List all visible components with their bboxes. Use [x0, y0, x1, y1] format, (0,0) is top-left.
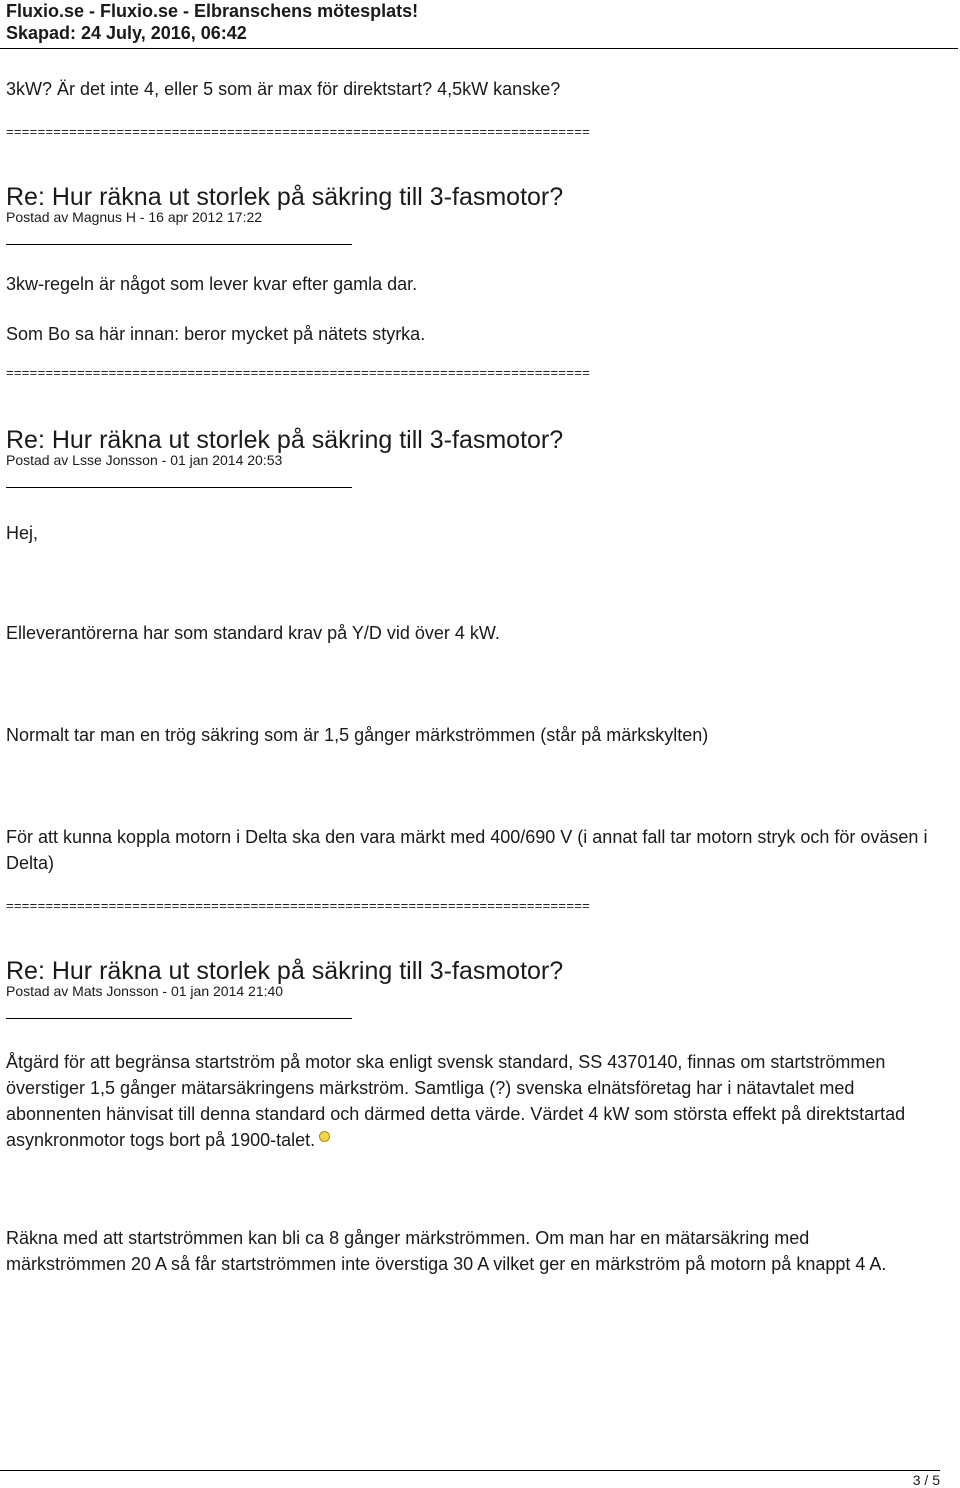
footer-divider: [0, 1470, 940, 1471]
separator: ==========================================================================: [6, 365, 590, 380]
post: [6, 182, 950, 347]
post: [6, 425, 950, 876]
separator: ==========================================================================: [6, 898, 590, 913]
post-paragraph: Som Bo sa här innan: beror mycket på nätets styrka.: [6, 324, 426, 344]
post: [6, 956, 950, 1277]
post-paragraph: 3kw-regeln är något som lever kvar efter gamla dar.: [6, 274, 418, 294]
post-meta: Postad av Lsse Jonsson - 01 jan 2014 20:53: [6, 452, 283, 468]
meta-divider: [6, 487, 352, 488]
header-divider: [0, 48, 958, 49]
post-title: Re: Hur räkna ut storlek på säkring till 3-fasmotor?: [6, 957, 564, 985]
post-paragraph: [6, 1049, 950, 1153]
post-paragraph: För att kunna koppla motorn i Delta ska den vara märkt med 400/690 V (i annat fall tar motorn stryk och för oväsen i Delta): [6, 827, 928, 873]
post-paragraph: Elleverantörerna har som standard krav på Y/D vid över 4 kW.: [6, 623, 500, 643]
post-meta: Postad av Magnus H - 16 apr 2012 17:22: [6, 209, 263, 225]
post-paragraph: Räkna med att startströmmen kan bli ca 8 gånger märkströmmen. Om man har en mätarsäkring med märkströmmen 20 A så får startströmmen inte överstiga 30 A vilket ger en märkström på motorn på knappt 4 A.: [6, 1228, 887, 1274]
document-content: [6, 76, 950, 1277]
post-title: Re: Hur räkna ut storlek på säkring till 3-fasmotor?: [6, 426, 564, 454]
post-paragraph-text: Åtgärd för att begränsa startström på motor ska enligt svensk standard, SS 4370140, finnas om startströmmen överstiger 1,5 gånger mätarsäkringens märkström. Samtliga (?) svenska elnätsföretag har i nätavtalet med abonnenten hänvisat till denna standard och därmed detta värde. Värdet 4 kW som största effekt på direktstartad asynkronmotor togs bort på 1900-talet.: [6, 1052, 906, 1150]
page-header: [6, 0, 956, 44]
site-title: Fluxio.se - Fluxio.se - Elbranschens mötesplats!: [6, 1, 419, 21]
meta-divider: [6, 1018, 352, 1019]
post-title: Re: Hur räkna ut storlek på säkring till 3-fasmotor?: [6, 183, 564, 211]
smiley-icon: [319, 1131, 330, 1142]
meta-divider: [6, 244, 352, 245]
post-meta: Postad av Mats Jonsson - 01 jan 2014 21:40: [6, 983, 284, 999]
separator: ==========================================================================: [6, 124, 590, 139]
page-number: 3 / 5: [912, 1472, 940, 1488]
created-date: Skapad: 24 July, 2016, 06:42: [6, 23, 247, 43]
post-paragraph: Hej,: [6, 523, 39, 543]
post-paragraph: Normalt tar man en trög säkring som är 1,5 gånger märkströmmen (står på märkskylten): [6, 725, 709, 745]
intro-text: 3kW? Är det inte 4, eller 5 som är max för direktstart? 4,5kW kanske?: [6, 79, 561, 99]
